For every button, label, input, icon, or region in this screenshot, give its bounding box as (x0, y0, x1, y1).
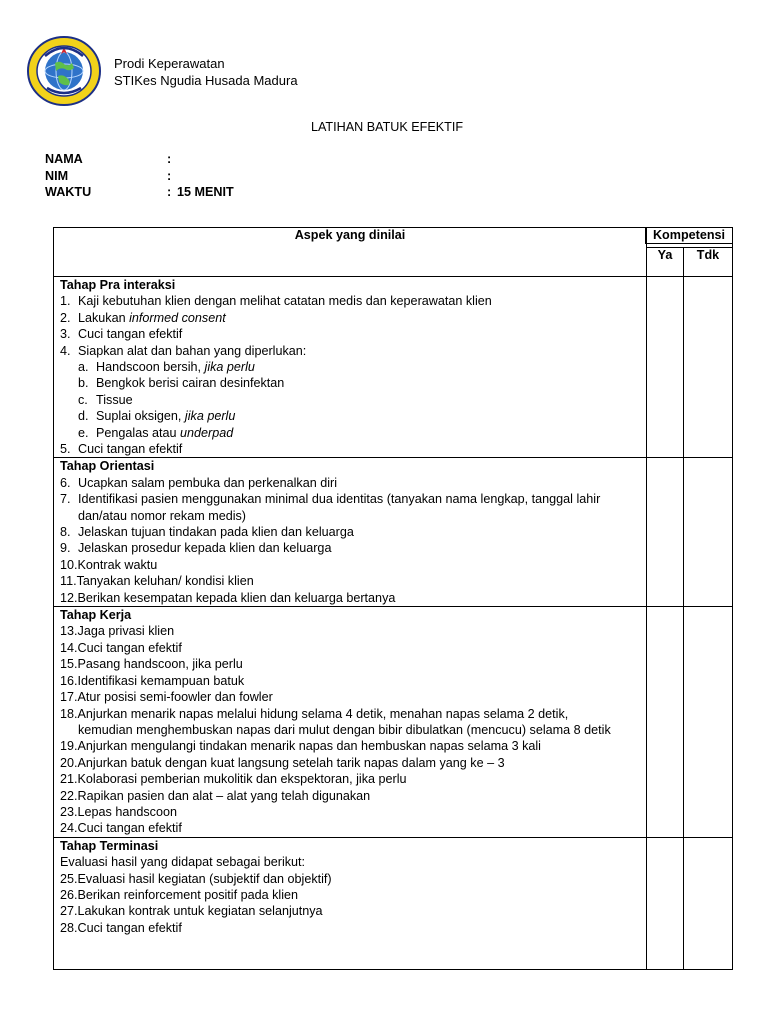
list-item: 16. Identifikasi kemampuan batuk (60, 673, 245, 688)
list-item: 21. Kolaborasi pemberian mukolitik dan ekspektoran, jika perlu (60, 772, 407, 787)
list-item: 6. Ucapkan salam pembuka dan perkenalkan diri (60, 475, 338, 490)
list-item: 12. Berikan kesempatan kepada klien dan keluarga bertanya (60, 590, 396, 605)
aspek-header: Aspek yang dinilai (54, 228, 647, 277)
list-item: 18. Anjurkan menarik napas melalui hidung selama 4 detik, menahan napas selama 2 detik, (60, 706, 569, 721)
list-item: 28. Cuci tangan efektif (60, 920, 182, 935)
student-info (45, 151, 234, 201)
tdk-cell[interactable] (684, 837, 733, 969)
tdk-cell[interactable] (684, 458, 733, 607)
list-item: 27. Lakukan kontrak untuk kegiatan selanjutnya (60, 904, 323, 919)
list-item: 13. Jaga privasi klien (60, 624, 175, 639)
list-item: 22. Rapikan pasien dan alat – alat yang telah digunakan (60, 788, 371, 803)
list-item: 1. Kaji kebutuhan klien dengan melihat catatan medis dan keperawatan klien (60, 294, 492, 309)
tdk-header: Tdk (684, 247, 733, 276)
section-title: Tahap Orientasi (60, 459, 155, 474)
section-title: Tahap Pra interaksi (60, 278, 176, 292)
list-item: 15. Pasang handscoon, jika perlu (60, 657, 243, 672)
sub-list-item: a. Handscoon bersih, jika perlu (78, 360, 255, 375)
ya-header: Ya (647, 247, 684, 276)
sub-list-item: b. Bengkok berisi cairan desinfektan (78, 376, 285, 391)
section-row-terminasi (54, 837, 733, 969)
list-item-continuation: dan/atau nomor rekam medis) (78, 508, 246, 523)
globe-seal-icon (27, 36, 101, 106)
nama-label: NAMA (45, 152, 83, 166)
header-row (54, 228, 733, 248)
section-row-orientasi (54, 458, 733, 607)
section-orientasi (54, 458, 646, 606)
institution-logo (27, 36, 101, 106)
ya-cell[interactable] (647, 837, 684, 969)
assessment-table (53, 227, 733, 970)
section-pra (54, 277, 646, 457)
nama-row (45, 151, 234, 168)
waktu-colon: : (167, 185, 172, 199)
section-row-pra (54, 277, 733, 458)
list-item: 20. Anjurkan batuk dengan kuat langsung setelah tarik napas dalam yang ke – 3 (60, 755, 505, 770)
section-terminasi (54, 838, 646, 936)
sub-list-item: c. Tissue (78, 392, 133, 407)
list-item: 7. Identifikasi pasien menggunakan minimal dua identitas (tanyakan nama lengkap, tanggal lahir (60, 492, 601, 507)
section-title: Tahap Terminasi (60, 838, 159, 853)
tdk-cell[interactable] (684, 607, 733, 838)
list-item-continuation: kemudian menghembuskan napas dari mulut dengan bibir dibulatkan (mencucu) selama 8 detik (78, 722, 611, 737)
list-item: 8. Jelaskan tujuan tindakan pada klien dan keluarga (60, 525, 354, 540)
ya-cell[interactable] (647, 458, 684, 607)
list-item: 14. Cuci tangan efektif (60, 640, 182, 655)
list-item: 2. Lakukan informed consent (60, 310, 226, 325)
section-kerja (54, 607, 646, 837)
nim-row (45, 168, 234, 185)
list-item: 11. Tanyakan keluhan/ kondisi klien (60, 574, 254, 589)
list-item: 24. Cuci tangan efektif (60, 821, 182, 836)
document-title: LATIHAN BATUK EFEKTIF (310, 120, 464, 134)
sub-list-item: d. Suplai oksigen, jika perlu (78, 409, 236, 424)
list-item: 23. Lepas handscoon (60, 804, 177, 819)
section-row-kerja (54, 607, 733, 838)
nama-colon: : (167, 152, 172, 166)
section-title: Tahap Kerja (60, 608, 132, 623)
sub-list-item: e. Pengalas atau underpad (78, 425, 234, 440)
institution-name: Prodi Keperawatan (114, 56, 225, 71)
list-item: 4. Siapkan alat dan bahan yang diperlukan: (60, 343, 307, 358)
list-item: 19. Anjurkan mengulangi tindakan menarik napas dan hembuskan napas selama 3 kali (60, 739, 541, 754)
list-item: 26. Berikan reinforcement positif pada klien (60, 887, 299, 902)
nim-colon: : (167, 168, 172, 183)
waktu-label: WAKTU (45, 185, 92, 199)
ya-cell[interactable] (647, 277, 684, 458)
waktu-row (45, 184, 234, 201)
kompetensi-header: Kompetensi (645, 227, 733, 244)
list-item: 25. Evaluasi hasil kegiatan (subjektif dan objektif) (60, 871, 332, 886)
section-intro: Evaluasi hasil yang didapat sebagai berikut: (60, 855, 306, 870)
school-name: STIKes Ngudia Husada Madura (114, 73, 298, 88)
list-item: 5. Cuci tangan efektif (60, 442, 183, 457)
waktu-value: 15 MENIT (177, 185, 234, 199)
list-item: 9. Jelaskan prosedur kepada klien dan keluarga (60, 541, 332, 556)
list-item: 10. Kontrak waktu (60, 557, 158, 572)
tdk-cell[interactable] (684, 277, 733, 458)
list-item: 3. Cuci tangan efektif (60, 327, 183, 342)
ya-cell[interactable] (647, 607, 684, 838)
list-item: 17. Atur posisi semi-foowler dan fowler (60, 690, 273, 705)
institution-block (114, 55, 298, 89)
nim-label: NIM (45, 168, 69, 183)
